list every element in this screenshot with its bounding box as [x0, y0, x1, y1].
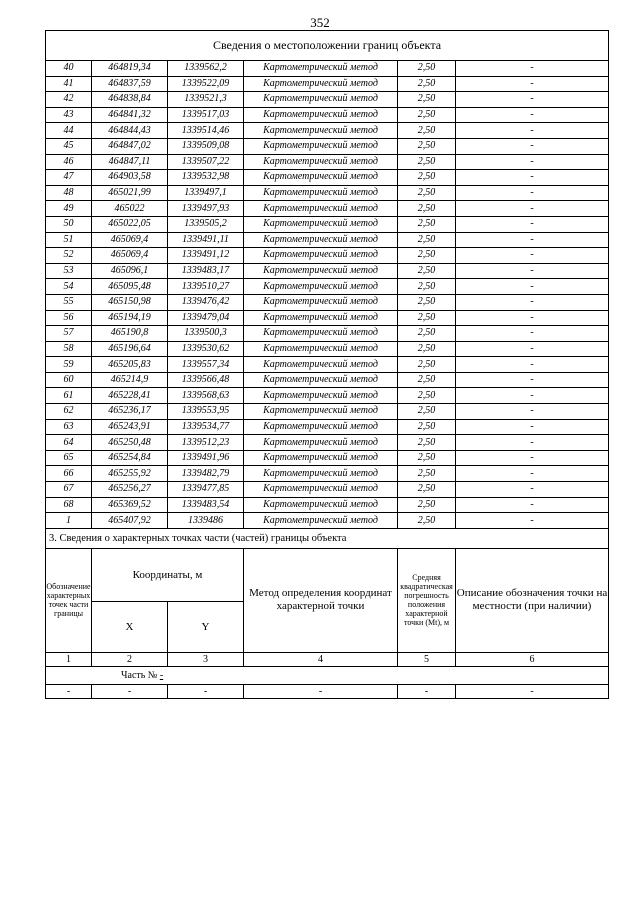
coord-x: 464844,43 [92, 123, 168, 139]
point-number: 43 [46, 107, 92, 123]
method-cell: Картометрический метод [244, 341, 398, 357]
point-number: 63 [46, 419, 92, 435]
mt-cell: 2,50 [398, 61, 456, 77]
method-cell: Картометрический метод [244, 388, 398, 404]
point-number: 46 [46, 154, 92, 170]
method-cell: Картометрический метод [244, 450, 398, 466]
point-number: 41 [46, 76, 92, 92]
desc-cell: - [456, 419, 609, 435]
coord-x: 465214,9 [92, 372, 168, 388]
desc-cell: - [456, 388, 609, 404]
coord-y: 1339522,09 [168, 76, 244, 92]
table-row [46, 404, 609, 420]
col-number: 4 [244, 652, 398, 666]
coord-y: 1339507,22 [168, 154, 244, 170]
coord-x: 465190,8 [92, 326, 168, 342]
table-row [46, 482, 609, 498]
desc-cell: - [456, 248, 609, 264]
coord-x: 464819,34 [92, 61, 168, 77]
mt-cell: 2,50 [398, 201, 456, 217]
coord-x: 465150,98 [92, 294, 168, 310]
coord-x: 465196,64 [92, 341, 168, 357]
part-label: Часть № [121, 669, 158, 681]
table-row [46, 263, 609, 279]
mt-cell: 2,50 [398, 279, 456, 295]
table-title: Сведения о местоположении границ объекта [46, 31, 609, 61]
method-cell: Картометрический метод [244, 482, 398, 498]
coord-x: 465256,27 [92, 482, 168, 498]
mt-cell: 2,50 [398, 419, 456, 435]
header-method: Метод определения координат характерной точки [244, 548, 398, 652]
coord-x: 465095,48 [92, 279, 168, 295]
mt-cell: 2,50 [398, 482, 456, 498]
header-y: Y [168, 601, 244, 652]
col-number: 1 [46, 652, 92, 666]
coord-y: 1339562,2 [168, 61, 244, 77]
header-point: Обозначение характерных точек части границы [46, 548, 92, 652]
method-cell: Картометрический метод [244, 123, 398, 139]
desc-cell: - [456, 216, 609, 232]
mt-cell: 2,50 [398, 497, 456, 513]
desc-cell: - [456, 482, 609, 498]
coord-y: 1339477,85 [168, 482, 244, 498]
empty-cell: - [46, 684, 92, 698]
method-cell: Картометрический метод [244, 216, 398, 232]
desc-cell: - [456, 185, 609, 201]
coord-y: 1339497,1 [168, 185, 244, 201]
part-row [46, 666, 609, 684]
coord-y: 1339530,62 [168, 341, 244, 357]
mt-cell: 2,50 [398, 450, 456, 466]
coord-y: 1339482,79 [168, 466, 244, 482]
table-row [46, 248, 609, 264]
mt-cell: 2,50 [398, 185, 456, 201]
coord-x: 464841,32 [92, 107, 168, 123]
desc-cell: - [456, 61, 609, 77]
method-cell: Картометрический метод [244, 154, 398, 170]
mt-cell: 2,50 [398, 372, 456, 388]
desc-cell: - [456, 357, 609, 373]
table-row [46, 294, 609, 310]
desc-cell: - [456, 294, 609, 310]
desc-cell: - [456, 154, 609, 170]
empty-cell: - [92, 684, 168, 698]
method-cell: Картометрический метод [244, 201, 398, 217]
mt-cell: 2,50 [398, 76, 456, 92]
coord-y: 1339532,98 [168, 170, 244, 186]
table-row [46, 185, 609, 201]
method-cell: Картометрический метод [244, 279, 398, 295]
table-row [46, 123, 609, 139]
method-cell: Картометрический метод [244, 435, 398, 451]
desc-cell: - [456, 450, 609, 466]
point-number: 40 [46, 61, 92, 77]
coord-x: 465228,41 [92, 388, 168, 404]
method-cell: Картометрический метод [244, 372, 398, 388]
desc-cell: - [456, 310, 609, 326]
method-cell: Картометрический метод [244, 263, 398, 279]
section3-title: 3. Сведения о характерных точках части (частей) границы объекта [46, 528, 609, 548]
coord-x: 465407,92 [92, 513, 168, 529]
header-coords: Координаты, м [92, 548, 244, 601]
mt-cell: 2,50 [398, 92, 456, 108]
coord-x: 465243,91 [92, 419, 168, 435]
point-number: 50 [46, 216, 92, 232]
desc-cell: - [456, 435, 609, 451]
coord-y: 1339557,34 [168, 357, 244, 373]
point-number: 1 [46, 513, 92, 529]
desc-cell: - [456, 404, 609, 420]
coord-y: 1339534,77 [168, 419, 244, 435]
coord-x: 464903,58 [92, 170, 168, 186]
desc-cell: - [456, 123, 609, 139]
table-row [46, 341, 609, 357]
table-row [46, 326, 609, 342]
page-number: 352 [310, 15, 330, 30]
table-row [46, 279, 609, 295]
method-cell: Картометрический метод [244, 138, 398, 154]
mt-cell: 2,50 [398, 294, 456, 310]
coord-x: 465254,84 [92, 450, 168, 466]
coord-x: 465255,92 [92, 466, 168, 482]
point-number: 48 [46, 185, 92, 201]
table-row [46, 310, 609, 326]
desc-cell: - [456, 466, 609, 482]
boundary-table [45, 30, 609, 699]
table-row [46, 201, 609, 217]
mt-cell: 2,50 [398, 388, 456, 404]
coord-y: 1339479,04 [168, 310, 244, 326]
method-cell: Картометрический метод [244, 92, 398, 108]
coord-x: 465096,1 [92, 263, 168, 279]
coord-y: 1339500,3 [168, 326, 244, 342]
coord-x: 465022,05 [92, 216, 168, 232]
point-number: 58 [46, 341, 92, 357]
desc-cell: - [456, 232, 609, 248]
coord-x: 464837,59 [92, 76, 168, 92]
coord-x: 465205,83 [92, 357, 168, 373]
coord-x: 465069,4 [92, 248, 168, 264]
coord-y: 1339486 [168, 513, 244, 529]
table-row [46, 170, 609, 186]
point-number: 47 [46, 170, 92, 186]
table-row [46, 466, 609, 482]
coord-x: 465194,19 [92, 310, 168, 326]
col-number: 3 [168, 652, 244, 666]
coord-y: 1339510,27 [168, 279, 244, 295]
coord-y: 1339553,95 [168, 404, 244, 420]
mt-cell: 2,50 [398, 310, 456, 326]
mt-cell: 2,50 [398, 466, 456, 482]
table-row [46, 372, 609, 388]
table-row [46, 357, 609, 373]
point-number: 66 [46, 466, 92, 482]
point-number: 49 [46, 201, 92, 217]
point-number: 64 [46, 435, 92, 451]
table-row [46, 232, 609, 248]
mt-cell: 2,50 [398, 232, 456, 248]
table-row [46, 107, 609, 123]
point-number: 52 [46, 248, 92, 264]
method-cell: Картометрический метод [244, 248, 398, 264]
coord-y: 1339491,96 [168, 450, 244, 466]
mt-cell: 2,50 [398, 154, 456, 170]
coord-y: 1339483,54 [168, 497, 244, 513]
mt-cell: 2,50 [398, 513, 456, 529]
boundary-document [45, 30, 608, 699]
coord-y: 1339521,3 [168, 92, 244, 108]
point-number: 65 [46, 450, 92, 466]
mt-cell: 2,50 [398, 263, 456, 279]
col-number: 5 [398, 652, 456, 666]
method-cell: Картометрический метод [244, 107, 398, 123]
mt-cell: 2,50 [398, 107, 456, 123]
point-number: 54 [46, 279, 92, 295]
table-row [46, 435, 609, 451]
mt-cell: 2,50 [398, 435, 456, 451]
mt-cell: 2,50 [398, 248, 456, 264]
desc-cell: - [456, 279, 609, 295]
coord-y: 1339566,48 [168, 372, 244, 388]
point-number: 56 [46, 310, 92, 326]
method-cell: Картометрический метод [244, 76, 398, 92]
table-row [46, 419, 609, 435]
method-cell: Картометрический метод [244, 466, 398, 482]
method-cell: Картометрический метод [244, 294, 398, 310]
method-cell: Картометрический метод [244, 326, 398, 342]
desc-cell: - [456, 372, 609, 388]
coord-x: 465021,99 [92, 185, 168, 201]
table-row [46, 61, 609, 77]
header-desc: Описание обозначения точки на местности (при наличии) [456, 548, 609, 652]
method-cell: Картометрический метод [244, 232, 398, 248]
point-number: 61 [46, 388, 92, 404]
coord-y: 1339491,11 [168, 232, 244, 248]
point-number: 55 [46, 294, 92, 310]
method-cell: Картометрический метод [244, 404, 398, 420]
table-row [46, 76, 609, 92]
desc-cell: - [456, 341, 609, 357]
coord-x: 465069,4 [92, 232, 168, 248]
mt-cell: 2,50 [398, 170, 456, 186]
desc-cell: - [456, 92, 609, 108]
method-cell: Картометрический метод [244, 357, 398, 373]
coord-x: 465236,17 [92, 404, 168, 420]
coord-y: 1339491,12 [168, 248, 244, 264]
coord-y: 1339497,93 [168, 201, 244, 217]
point-number: 53 [46, 263, 92, 279]
table-row [46, 154, 609, 170]
coord-y: 1339509,08 [168, 138, 244, 154]
desc-cell: - [456, 107, 609, 123]
mt-cell: 2,50 [398, 216, 456, 232]
point-number: 57 [46, 326, 92, 342]
desc-cell: - [456, 76, 609, 92]
table-row [46, 92, 609, 108]
point-number: 68 [46, 497, 92, 513]
point-number: 67 [46, 482, 92, 498]
desc-cell: - [456, 326, 609, 342]
method-cell: Картометрический метод [244, 185, 398, 201]
coord-x: 464847,11 [92, 154, 168, 170]
coord-y: 1339514,46 [168, 123, 244, 139]
desc-cell: - [456, 513, 609, 529]
coord-x: 465369,52 [92, 497, 168, 513]
mt-cell: 2,50 [398, 138, 456, 154]
mt-cell: 2,50 [398, 404, 456, 420]
coord-x: 465250,48 [92, 435, 168, 451]
col-number: 6 [456, 652, 609, 666]
point-number: 62 [46, 404, 92, 420]
desc-cell: - [456, 138, 609, 154]
mt-cell: 2,50 [398, 357, 456, 373]
coord-y: 1339512,23 [168, 435, 244, 451]
method-cell: Картометрический метод [244, 497, 398, 513]
desc-cell: - [456, 497, 609, 513]
table-row [46, 138, 609, 154]
method-cell: Картометрический метод [244, 513, 398, 529]
point-number: 59 [46, 357, 92, 373]
mt-cell: 2,50 [398, 123, 456, 139]
method-cell: Картометрический метод [244, 419, 398, 435]
desc-cell: - [456, 263, 609, 279]
coord-x: 464838,84 [92, 92, 168, 108]
table-row [46, 388, 609, 404]
coord-y: 1339476,42 [168, 294, 244, 310]
table-row [46, 450, 609, 466]
empty-cell: - [168, 684, 244, 698]
method-cell: Картометрический метод [244, 310, 398, 326]
point-number: 42 [46, 92, 92, 108]
coord-y: 1339505,2 [168, 216, 244, 232]
mt-cell: 2,50 [398, 341, 456, 357]
col-number: 2 [92, 652, 168, 666]
header-x: X [92, 601, 168, 652]
point-number: 45 [46, 138, 92, 154]
empty-cell: - [244, 684, 398, 698]
table-row [46, 216, 609, 232]
table-row [46, 497, 609, 513]
mt-cell: 2,50 [398, 326, 456, 342]
empty-cell: - [456, 684, 609, 698]
coord-y: 1339483,17 [168, 263, 244, 279]
empty-cell: - [398, 684, 456, 698]
desc-cell: - [456, 201, 609, 217]
point-number: 51 [46, 232, 92, 248]
coord-y: 1339517,03 [168, 107, 244, 123]
part-value: - [159, 669, 164, 681]
table-row [46, 513, 609, 529]
method-cell: Картометрический метод [244, 61, 398, 77]
header-mt: Средняя квадратическая погрешность положения характерной точки (Mt), м [398, 548, 456, 652]
desc-cell: - [456, 170, 609, 186]
method-cell: Картометрический метод [244, 170, 398, 186]
point-number: 44 [46, 123, 92, 139]
coord-y: 1339568,63 [168, 388, 244, 404]
coord-x: 464847,02 [92, 138, 168, 154]
coord-x: 465022 [92, 201, 168, 217]
point-number: 60 [46, 372, 92, 388]
